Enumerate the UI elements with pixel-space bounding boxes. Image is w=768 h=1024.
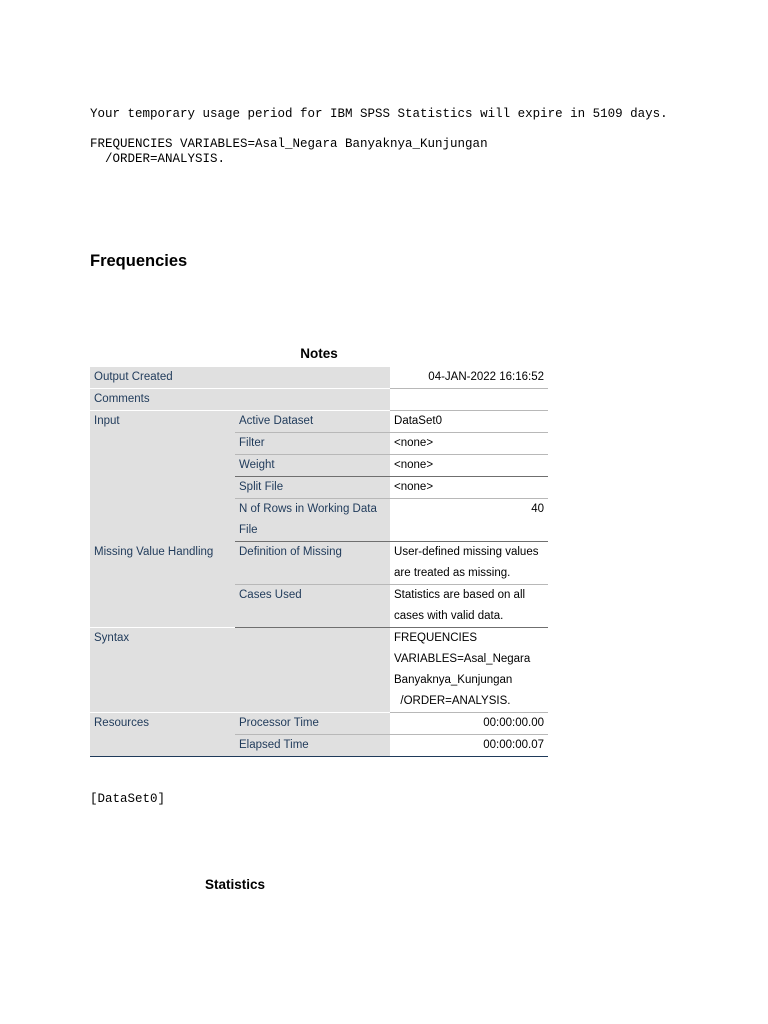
syntax-value-line-2: VARIABLES=Asal_Negara [394, 653, 531, 665]
active-dataset-log: [DataSet0] [90, 792, 166, 806]
syntax-value [390, 628, 548, 713]
filter-value: <none> [390, 433, 548, 455]
elapsed-time-label: Elapsed Time [235, 735, 390, 757]
comments-label: Comments [90, 389, 390, 411]
cases-used-value [390, 585, 548, 628]
syntax-log [90, 137, 488, 167]
table-row [90, 542, 548, 585]
cases-used-value-line-2: cases with valid data. [394, 610, 504, 622]
n-rows-value: 40 [390, 499, 548, 542]
active-dataset-label: Active Dataset [235, 411, 390, 433]
missing-value-handling-label: Missing Value Handling [90, 542, 235, 628]
n-rows-label-line-1: N of Rows in Working Data [239, 503, 377, 515]
table-row [90, 713, 548, 735]
output-created-value: 04-JAN-2022 16:16:52 [390, 367, 548, 389]
syntax-line-2: /ORDER=ANALYSIS. [90, 152, 226, 166]
syntax-value-line-1: FREQUENCIES [394, 632, 478, 644]
split-file-value: <none> [390, 477, 548, 499]
definition-of-missing-value [390, 542, 548, 585]
active-dataset-value: DataSet0 [390, 411, 548, 433]
syntax-value-line-3: Banyaknya_Kunjungan [394, 674, 513, 686]
table-row [90, 628, 548, 713]
definition-of-missing-label: Definition of Missing [235, 542, 390, 585]
n-rows-label-line-2: File [239, 524, 258, 536]
filter-label: Filter [235, 433, 390, 455]
input-label: Input [90, 411, 235, 542]
syntax-label: Syntax [90, 628, 390, 713]
n-rows-label [235, 499, 390, 542]
license-notice: Your temporary usage period for IBM SPSS Statistics will expire in 5109 days. [90, 107, 668, 121]
notes-table-title [90, 346, 548, 361]
resources-label: Resources [90, 713, 235, 757]
processor-time-label: Processor Time [235, 713, 390, 735]
statistics-table-title: Statistics [205, 877, 266, 892]
frequencies-heading: Frequencies [90, 252, 188, 270]
table-row [90, 389, 548, 411]
definition-value-line-2: are treated as missing. [394, 567, 511, 579]
output-created-label: Output Created [90, 367, 390, 389]
syntax-value-line-4: /ORDER=ANALYSIS. [394, 695, 511, 707]
split-file-label: Split File [235, 477, 390, 499]
notes-title-text: Notes [300, 346, 338, 361]
cases-used-label: Cases Used [235, 585, 390, 628]
weight-label: Weight [235, 455, 390, 477]
comments-value [390, 389, 548, 411]
table-row [90, 411, 548, 433]
cases-used-value-line-1: Statistics are based on all [394, 589, 526, 601]
table-row [90, 367, 548, 389]
elapsed-time-value: 00:00:00.07 [390, 735, 548, 757]
definition-value-line-1: User-defined missing values [394, 546, 539, 558]
syntax-line-1: FREQUENCIES VARIABLES=Asal_Negara Banyaknya_Kunjungan [90, 137, 488, 151]
notes-table [90, 367, 548, 757]
weight-value: <none> [390, 455, 548, 477]
processor-time-value: 00:00:00.00 [390, 713, 548, 735]
